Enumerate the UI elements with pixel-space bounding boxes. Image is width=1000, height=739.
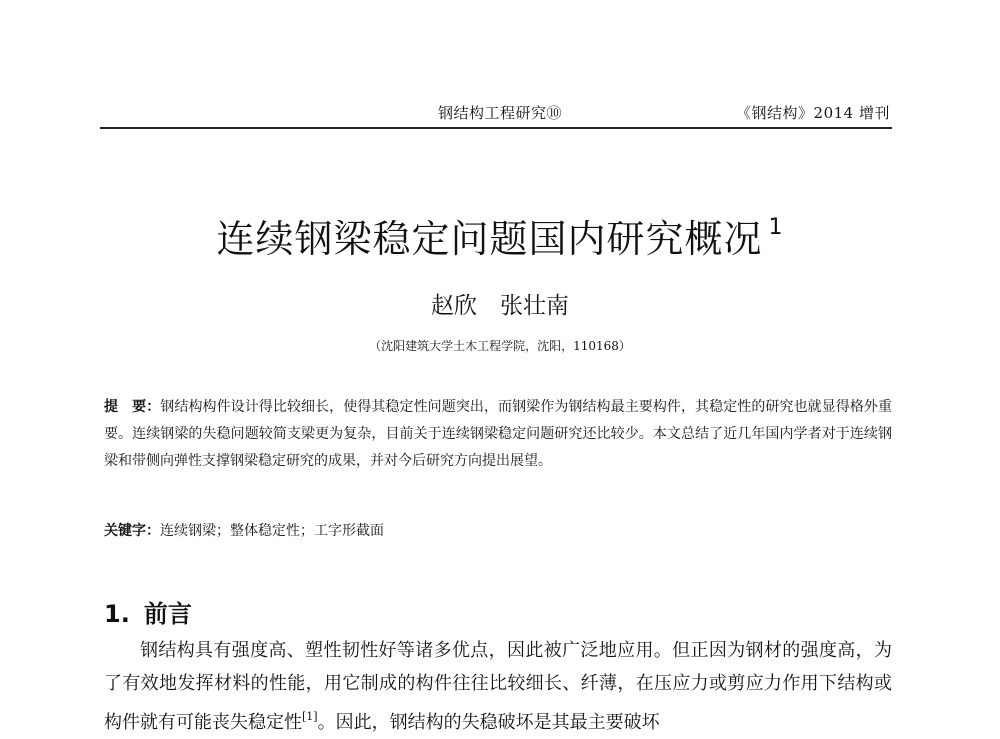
title-footnote-mark: 1 [768, 215, 784, 241]
citation-ref: [1] [302, 710, 318, 723]
abstract [104, 394, 892, 475]
body-text-part2: 。因此，钢结构的失稳破坏是其最主要破坏 [317, 712, 660, 733]
header-journal-title: 《钢结构》2014 增刊 [736, 104, 890, 122]
section-number: 1. [104, 599, 130, 628]
paper-title [0, 208, 1000, 263]
keywords-text: 连续钢梁；整体稳定性；工字形截面 [160, 523, 384, 539]
header-rule [100, 127, 892, 129]
keywords [104, 519, 892, 543]
section-title: 前言 [143, 599, 192, 628]
paper-title-text: 连续钢梁稳定问题国内研究概况 [216, 217, 763, 262]
header-series-title: 钢结构工程研究⑩ [438, 104, 563, 122]
body-text-part1: 钢结构具有强度高、塑性韧性好等诸多优点，因此被广泛地应用。但正因为钢材的强度高，为了有效地发挥材料的性能，用它制成的构件往往比较细长、纤薄，在压应力或剪应力作用下结构或构件就有可能丧失稳定性 [104, 640, 892, 733]
paper-authors: 赵欣 张壮南 [431, 293, 569, 319]
running-header [100, 102, 890, 128]
author-affiliation: （沈阳建筑大学土木工程学院，沈阳，110168） [369, 339, 631, 353]
abstract-label: 提 要： [104, 399, 161, 415]
section-heading [104, 594, 192, 629]
body-paragraph [104, 634, 892, 739]
keywords-label: 关键字： [104, 523, 160, 539]
abstract-text: 钢结构构件设计得比较细长，使得其稳定性问题突出，而钢梁作为钢结构最主要构件，其稳定性的研究也就显得格外重要。连续钢梁的失稳问题较简支梁更为复杂，目前关于连续钢梁稳定问题研究还比较少。本文总结了近几年国内学者对于连续钢梁和带侧向弹性支撑钢梁稳定研究的成果，并对今后研究方向提出展望。 [104, 399, 893, 469]
